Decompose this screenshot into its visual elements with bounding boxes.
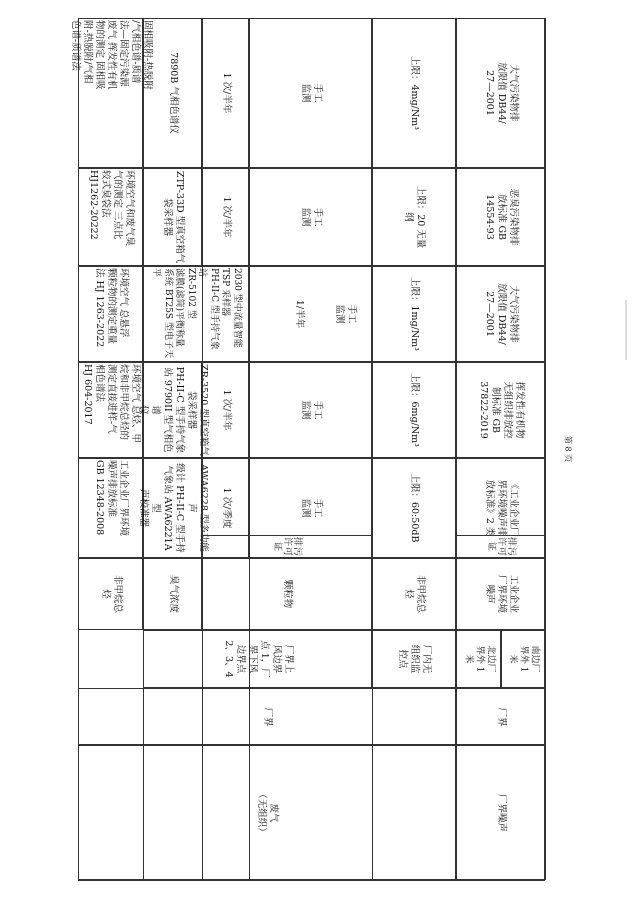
cell-standard-1 [456, 18, 545, 168]
analysis-text: 环境空气和废气臭 气的测定 三点比 较式臭袋法 HJ1262-20222 [87, 170, 135, 247]
limit-text: 上限：20 无量 纲 [403, 185, 426, 249]
limit-text: 上限：60:50dB [409, 473, 420, 543]
cell-location-noise [456, 688, 545, 745]
instrument-text: ZR-3520 型真空箱气 袋采样器 PH-II-C 型手持气象 站 9790II 型气相色谱 仪 [137, 364, 209, 456]
points-text: 厂界上 风边界 点 1，厂 界下风 边界点 2、3、4 [222, 640, 294, 678]
permit-label: 排污许可证 [485, 536, 516, 557]
category-text: 厂界噪声 [495, 793, 507, 832]
cell-standard-2 [456, 168, 545, 266]
frequency-text: 1 次/半年 [220, 389, 232, 431]
frequency-text: 1 次/半年 [220, 72, 232, 114]
pollutant-text: 颗粒物 [282, 579, 293, 609]
location-text: 厂界 [262, 706, 273, 726]
cell-category-noise [456, 745, 545, 880]
cell-standard-4 [456, 362, 545, 458]
limit-text: 上限：1mg/Nm³ [409, 277, 420, 351]
table-border [545, 18, 546, 880]
cell-analysis-4 [78, 362, 143, 458]
pollutant-text: 非甲烷总 烃 [403, 574, 426, 613]
analysis-text: 工业企业厂界环境 噪声排放标准 GB 12348-2008 [93, 460, 129, 537]
frequency-text: 1/半年 [293, 299, 305, 329]
standard-text: 大气污染物排 放限值 DB44/ 27—2001 [483, 62, 519, 124]
cell-category-air [78, 745, 456, 880]
cell-method-1 [249, 18, 372, 168]
cell-instrument-4 [137, 362, 209, 458]
cell-analysis-3 [78, 266, 143, 362]
scan-mark [625, 300, 627, 360]
cell-limit-2 [372, 168, 456, 266]
cell-analysis-5 [78, 458, 143, 558]
instrument-text: ZTP-33D 型真空箱气 袋采样器 [161, 170, 185, 264]
cell-analysis-2 [78, 168, 143, 266]
cell-limit-4 [372, 362, 456, 458]
instrument-text: 7890B 气相色谱仪 [167, 52, 179, 134]
cell-frequency-4 [202, 362, 249, 458]
cell-limit-3 [372, 266, 456, 362]
cell-pollutant-noise [456, 558, 545, 630]
category-text: 废气 （无组织） [256, 788, 279, 837]
method-text: 手工 监测 [299, 207, 323, 227]
page-number-text: 第 8 页 [563, 435, 573, 463]
limit-text: 上限：4mg/Nm³ [409, 56, 420, 130]
location-text: 厂界 [495, 706, 507, 726]
analysis-text: 环境空气 总悬浮 颗粒物的测定重量 法 HJ 1263-2022 [93, 268, 129, 348]
standard-text: 恶臭污染物排 放标准 GB 14554-93 [483, 188, 519, 246]
cell-limit-5 [372, 458, 456, 558]
points-text: 南边厂 界外 1 米 [507, 645, 540, 673]
pollutant-text: 臭气浓度 [167, 574, 179, 613]
cell-instrument-3 [143, 266, 249, 362]
cell-pollutant-ncgas [78, 558, 143, 630]
cell-instrument-5 [137, 458, 209, 558]
cell-method-2 [249, 168, 372, 266]
limit-text: 上限：6mg/Nm³ [409, 373, 420, 447]
cell-points-north [456, 630, 501, 688]
method-text: 手工 监测 [299, 498, 323, 518]
cell-pollutant-pm [202, 558, 372, 630]
cell-method-4 [249, 362, 372, 458]
points-text: 北边厂 界外 1 米 [463, 645, 495, 673]
cell-pollutant-ncgas2 [372, 558, 456, 630]
instrument-text: 2030 型中流量智能 TSP 采样器 PH-II-C 型手持气象 站 ZR-5102 型 滤膜(滤筒)平衡称量 系统 BT25S 型电子天 平 [151, 268, 242, 358]
method-text: 手工 监测 [333, 304, 357, 324]
pollutant-text: 非甲烷总 烃 [99, 574, 123, 613]
cell-standard-3 [456, 266, 545, 362]
cell-points-2 [372, 630, 456, 688]
cell-location-air [78, 688, 456, 745]
permit-label: 排污许可证 [272, 536, 302, 557]
cell-method-3 [249, 266, 372, 362]
cell-analysis-1 [69, 18, 153, 168]
cell-permit-a [202, 535, 372, 558]
cell-limit-1 [372, 18, 456, 168]
points-text: 厂内无 组织监 控点 [397, 644, 432, 674]
cell-instrument-2 [143, 168, 202, 266]
table-border [78, 880, 545, 881]
standard-text: 大气污染物排 放限值 DB44/ 27—2001 [483, 283, 519, 345]
cell-instrument-1 [143, 18, 202, 168]
standard-text: 《工业企业厂 界环境噪声排 放标准》2 类 [483, 479, 519, 537]
frequency-text: 1 次/季度 [220, 487, 232, 529]
method-text: 手工 监测 [299, 400, 323, 420]
instrument-text: AWA6228 型多功能声 级计 PH-II-C 型手持 气象站 AWA6221A 型 声校准器 [137, 463, 209, 553]
cell-pollutant-odor [143, 558, 202, 630]
analysis-text: 环境空气 总烃、甲 烷和非甲烷总烃的 测定直接进样-气 相色谱法 HJ 604-2017 [81, 364, 141, 444]
frequency-text: 1 次/半年 [220, 196, 232, 238]
method-text: 手工 监测 [299, 83, 323, 103]
cell-frequency-1 [202, 18, 249, 168]
cell-points-1 [143, 630, 372, 688]
pollutant-text: 工业企业 厂界环境 噪声 [483, 574, 519, 613]
page-number [553, 434, 583, 464]
cell-points-south [501, 630, 545, 688]
cell-frequency-2 [202, 168, 249, 266]
analysis-text: 固相吸附-热脱附 /气相色谱-质谱 法—固定污染源 废气 挥发性有机 物的测定 固相吸 附-热脱附/气相 色谱-质谱法 [69, 20, 153, 90]
standard-text: 挥发性有机物 无组织排放控 制标准 GB 37822-2019 [477, 381, 525, 439]
cell-permit-b [456, 535, 545, 558]
